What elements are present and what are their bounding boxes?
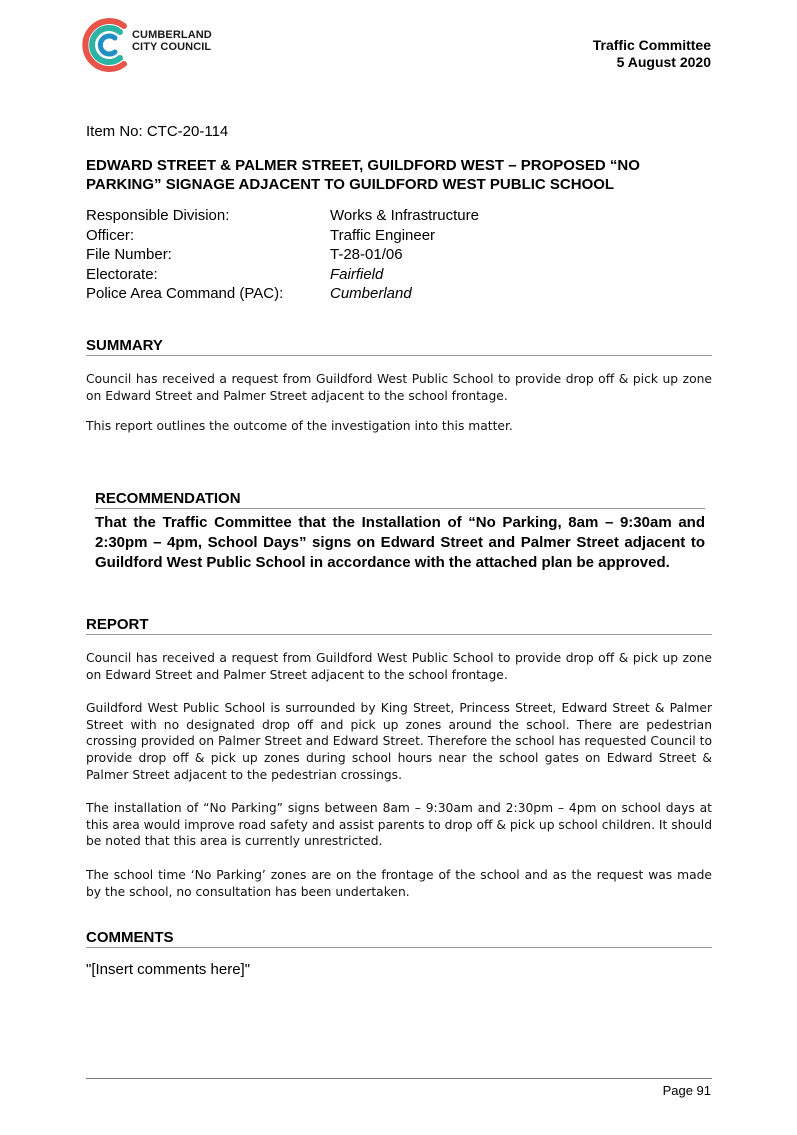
report-paragraph-1: Council has received a request from Guildford West Public School to provide drop off & pick up zone on Edward Street and Palmer Street adjacent to the school frontage. (86, 651, 712, 682)
meta-value: Cumberland (330, 285, 412, 302)
council-logo-icon (78, 14, 138, 76)
report-heading: REPORT (86, 616, 712, 635)
meta-value: Works & Infrastructure (330, 207, 479, 224)
recommendation-text: That the Traffic Committee that the Installation of “No Parking, 8am – 9:30am and 2:30pm – 4pm, School Days” signs on Edward Street and Palmer Street adjacent to Guildford West Public School in accordance with the attached plan be approved. (95, 514, 705, 571)
meta-row-electorate (86, 265, 479, 285)
recommendation-section (95, 490, 705, 573)
item-number: Item No: CTC-20-114 (86, 123, 229, 140)
summary-heading: SUMMARY (86, 337, 712, 356)
meta-value: Fairfield (330, 265, 384, 283)
report-meta (86, 206, 479, 304)
meta-row-file-number (86, 245, 479, 265)
meta-row-pac (86, 284, 479, 304)
summary-paragraph-2: This report outlines the outcome of the investigation into this matter. (86, 419, 513, 434)
comments-heading: COMMENTS (86, 929, 712, 948)
page-number: Page 91 (662, 1083, 711, 1098)
logo-line-2: CITY COUNCIL (132, 41, 212, 53)
summary-section (86, 337, 712, 435)
report-paragraph-3: The installation of “No Parking” signs between 8am – 9:30am and 2:30pm – 4pm on school days at this area would improve road safety and assist parents to drop off & pick up school children. It should be noted that this area is currently unrestricted. (86, 801, 713, 849)
meta-key: File Number: (86, 246, 172, 263)
meta-key: Electorate: (86, 265, 158, 283)
recommendation-heading: RECOMMENDATION (95, 490, 705, 509)
logo-line-1: CUMBERLAND (132, 29, 212, 41)
report-paragraph-2: Guildford West Public School is surrounded by King Street, Princess Street, Edward Street & Palmer Street with no designated drop off and pick up zones around the school. There are pedestrian crossing provided on Palmer Street and Edward Street. Therefore the school has requested Council to provide drop off & pick up zones during school hours near the school gates on Edward Street & Palmer Street adjacent to the pedestrian crossings. (86, 701, 712, 782)
logo-text (132, 29, 212, 53)
report-paragraph-4: The school time ‘No Parking’ zones are on the frontage of the school and as the request was made by the school, no consultation has been undertaken. (86, 867, 712, 899)
report-title: EDWARD STREET & PALMER STREET, GUILDFORD WEST – PROPOSED “NO PARKING” SIGNAGE ADJACENT TO GUILDFORD WEST PUBLIC SCHOOL (86, 157, 640, 193)
meta-row-officer (86, 226, 479, 246)
meta-key: Police Area Command (PAC): (86, 285, 284, 302)
committee-name: Traffic Committee (592, 37, 711, 53)
summary-paragraph-1: Council has received a request from Guildford West Public School to provide drop off & pick up zone on Edward Street and Palmer Street adjacent to the school frontage. (86, 372, 712, 403)
meta-value: T-28-01/06 (330, 246, 403, 263)
header-committee-block (593, 37, 711, 71)
comments-section (86, 929, 712, 978)
meeting-date: 5 August 2020 (616, 54, 711, 70)
meta-row-division (86, 206, 479, 226)
meta-key: Officer: (86, 226, 135, 244)
report-section (86, 616, 712, 900)
comments-placeholder: "[Insert comments here]" (86, 961, 251, 978)
meta-value: Traffic Engineer (330, 226, 436, 244)
meta-key: Responsible Division: (86, 207, 230, 224)
footer-divider (86, 1078, 712, 1079)
